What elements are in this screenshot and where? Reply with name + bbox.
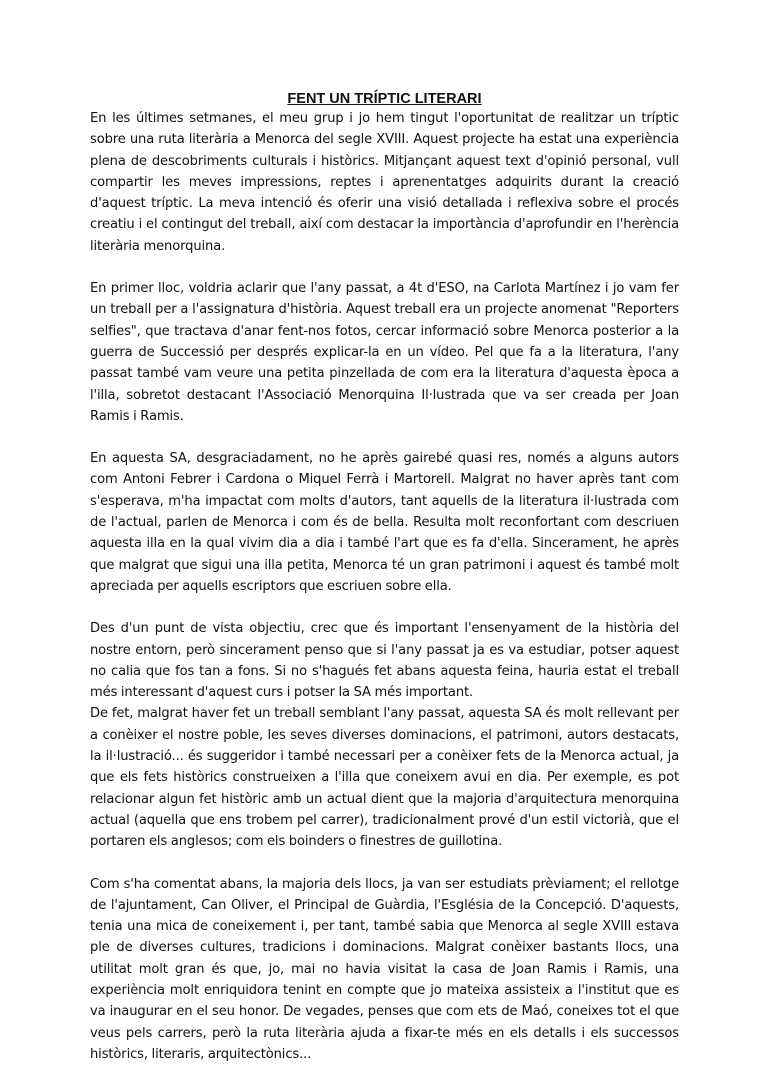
paragraph-objective-view: Des d'un punt de vista objectiu, crec que és important l'ensenyament de la història del nostre entorn, però sincerament penso que si l'any passat ja es va estudiar, potser aquest no calia que fos tan a fons. Si no s'hagués fet abans aquesta feina, hauria estat el treball més interessant d'aquest curs i potser la SA més important. <box>90 621 679 701</box>
document-title: FENT UN TRÍPTIC LITERARI <box>287 91 482 107</box>
paragraph-intro: En les últimes setmanes, el meu grup i jo hem tingut l'oportunitat de realitzar un tríptic sobre una ruta literària a Menorca del segle XVIII. Aquest projecte ha estat una experiència plena de descobriments culturals i històrics. Mitjançant aquest text d'opinió personal, vull compartir les meves impressions, reptes i aprenentatges adquirits durant la creació d'aquest tríptic. La meva intenció és oferir una visió detallada i reflexiva sobre el procés creatiu i el contingut del treball, així com destacar la importància d'aprofundir en l'herència literària menorquina. <box>90 111 679 254</box>
paragraph-learnings: En aquesta SA, desgraciadament, no he après gairebé quasi res, només a alguns autors com Antoni Febrer i Cardona o Miquel Ferrà i Martorell. Malgrat no haver après tant com s'esperava, m'ha impactat com molts d'autors, tant aquells de la literatura il·lustrada com de l'actual, parlen de Menorca i com és de bella. Resulta molt reconfortant com descriuen aquesta illa en la qual vivim dia a dia i també l'art que es fa d'ella. Sincerament, he après que malgrat que sigui una illa petita, Menorca té un gran patrimoni i aquest és també molt apreciada per aquells escriptors que escriuen sobre ella. <box>90 451 679 594</box>
paragraph-previous-work: En primer lloc, voldria aclarir que l'any passat, a 4t d'ESO, na Carlota Martínez i jo vam fer un treball per a l'assignatura d'història. Aquest treball era un projecte anomenat "Reporters selfies", que tractava d'anar fent-nos fotos, cercar informació sobre Menorca posterior a la guerra de Successió per després explicar-la en un vídeo. Pel que fa a la literatura, l'any passat també vam veure una petita pinzellada de com era la literatura d'aquesta època a l'illa, sobretot destacant l'Associació Menorquina Il·lustrada que va ser creada per Joan Ramis i Ramis. <box>90 281 679 424</box>
document-page <box>90 90 679 1086</box>
paragraph-relevance: De fet, malgrat haver fet un treball semblant l'any passat, aquesta SA és molt rellevant per a conèixer el nostre poble, les seves diverses dominacions, el patrimoni, autors destacats, la il·lustració... és suggeridor i també necessari per a conèixer fets de la Menorca actual, ja que els fets històrics construeixen a l'illa que coneixem avui en dia. Per exemple, es pot relacionar algun fet històric amb un actual dient que la majoria d'arquitectura menorquina actual (aquella que ens trobem pel carrer), tradicionalment prové d'un estil victorià, que el portaren els anglesos; com els boinders o finestres de guillotina. <box>90 706 679 850</box>
paragraph-places: Com s'ha comentat abans, la majoria dels llocs, ja van ser estudiats prèviament; el rellotge de l'ajuntament, Can Oliver, el Principal de Guàrdia, l'Església de la Concepció. D'aquests, tenia una mica de coneixement i, per tant, també sabia que Menorca al segle XVIII estava ple de diverses cultures, tradicions i dominacions. Malgrat conèixer bastants llocs, una utilitat molt gran és que, jo, mai no havia visitat la casa de Joan Ramis i Ramis, una experiència molt enriquidora tenint en compte que jo mateixa assisteix a l'institut que es va inaugurar en el seu honor. De vegades, penses que com ets de Maó, coneixes tot el que veus pels carrers, però la ruta literària ajuda a fixar-te més en els detalls i els successos històrics, literaris, arquitectònics... <box>90 876 679 1062</box>
